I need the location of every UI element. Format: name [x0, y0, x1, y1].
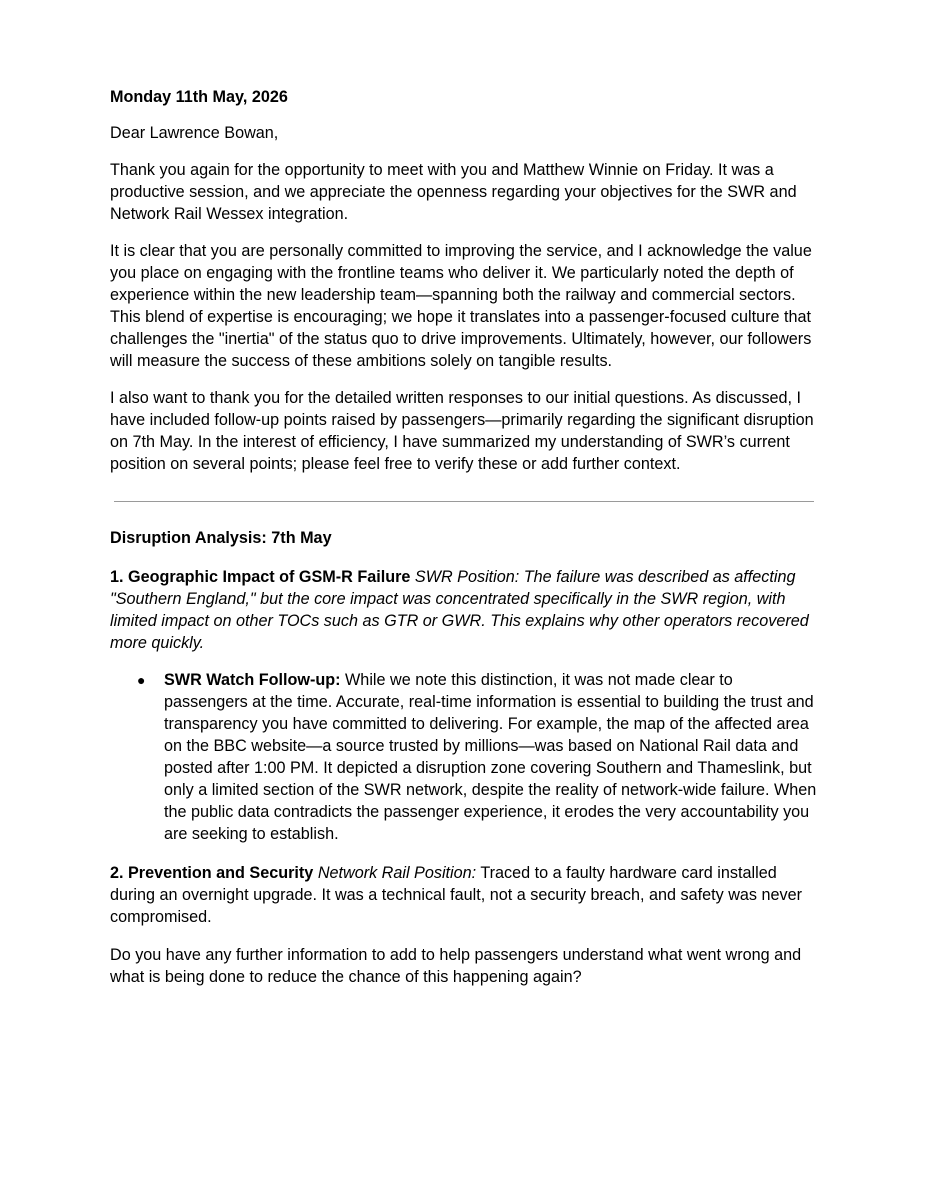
- bullet-icon: ●: [137, 672, 146, 688]
- point2-position-text: Traced to a faulty hardware card installed during an overnight upgrade. It was a technical fault, not a security breach, and safety was never compromised.: [110, 864, 802, 926]
- closing-question: Do you have any further information to add to help passengers understand what went wrong and what is being done to reduce the chance of this happening again?: [110, 946, 802, 986]
- point-geographic-impact: [110, 566, 820, 654]
- letter-page: [110, 86, 820, 988]
- followup-label: SWR Watch Follow-up:: [164, 671, 341, 689]
- leadership-paragraph: It is clear that you are personally committed to improving the service, and I acknowledge the value you place on engaging with the frontline teams who deliver it. We particularly noted the depth of experience within the new leadership team—spanning both the railway and commercial sectors. This blend of expertise is encouraging; we hope it translates into a passenger-focused culture that challenges the "inertia" of the status quo to drive improvements. Ultimately, however, our followers will measure the success of these ambitions solely on tangible results.: [110, 242, 812, 370]
- point-prevention-security: [110, 862, 820, 928]
- point1-title: 1. Geographic Impact of GSM-R Failure: [110, 568, 411, 586]
- section-divider: [114, 501, 814, 502]
- followup-intro-paragraph: I also want to thank you for the detailed written responses to our initial questions. As discussed, I have included follow-up points raised by passengers—primarily regarding the significant disruption on 7th May. In the interest of efficiency, I have summarized my understanding of SWR’s current position on several points; please feel free to verify these or add further context.: [110, 389, 814, 473]
- letter-salutation: Dear Lawrence Bowan,: [110, 124, 279, 142]
- followup-list: [110, 669, 820, 845]
- point1-swr-position: SWR Position: The failure was described as affecting "Southern England," but the core impact was concentrated specifically in the SWR region, with limited impact on other TOCs such as GTR or GWR. This explains why other operators recovered more quickly.: [110, 568, 809, 652]
- point2-title: 2. Prevention and Security: [110, 864, 314, 882]
- letter-date: Monday 11th May, 2026: [110, 88, 288, 106]
- intro-paragraph: Thank you again for the opportunity to meet with you and Matthew Winnie on Friday. It was a productive session, and we appreciate the openness regarding your objectives for the SWR and Network Rail Wessex integration.: [110, 161, 797, 223]
- list-item: [110, 669, 820, 845]
- point2-position-label: Network Rail Position:: [317, 864, 477, 882]
- disruption-analysis-heading: Disruption Analysis: 7th May: [110, 529, 332, 547]
- followup-text: While we note this distinction, it was not made clear to passengers at the time. Accurate, real-time information is essential to building the trust and transparency you have committed to delivering. For example, the map of the affected area on the BBC website—a source trusted by millions—was based on National Rail data and posted after 1:00 PM. It depicted a disruption zone covering Southern and Thameslink, but only a limited section of the SWR network, despite the reality of network-wide failure. When the public data contradicts the passenger experience, it erodes the very accountability you are seeking to establish.: [164, 671, 817, 843]
